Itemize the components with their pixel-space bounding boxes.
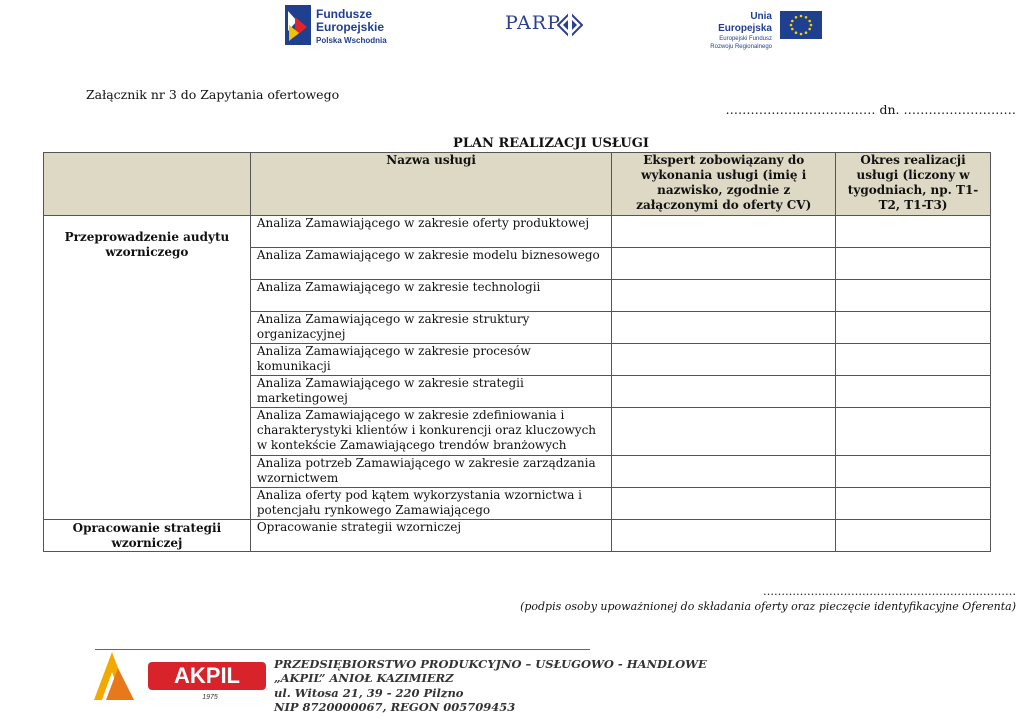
- parp-logo-icon: [557, 12, 583, 38]
- service-plan-table: [43, 152, 991, 552]
- expert-cell[interactable]: [612, 456, 836, 488]
- expert-cell[interactable]: [612, 520, 836, 552]
- parp-logo-text: PARP: [505, 12, 561, 34]
- akpil-logo-text: AKPIL: [174, 663, 240, 688]
- expert-cell[interactable]: [612, 408, 836, 456]
- period-cell[interactable]: [836, 216, 991, 248]
- service-name-cell: Analiza Zamawiającego w zakresie struktury organizacyjnej: [250, 312, 612, 344]
- period-cell[interactable]: [836, 520, 991, 552]
- signature-caption: (podpis osoby upoważnionej do składania oferty oraz pieczęcie identyfikacyjne Oferenta): [520, 600, 1016, 613]
- expert-cell[interactable]: [612, 312, 836, 344]
- table-row: [44, 216, 991, 248]
- fundusze-europejskie-logo-text: Fundusze Europejskie Polska Wschodnia: [316, 7, 387, 45]
- company-line-1: PRZEDSIĘBIORSTWO PRODUKCYJNO – USŁUGOWO - HANDLOWE: [274, 657, 707, 671]
- akpil-logo-year: 1975: [202, 694, 218, 701]
- expert-cell[interactable]: [612, 280, 836, 312]
- company-line-2: „AKPIL” ANIOŁ KAZIMIERZ: [274, 671, 454, 686]
- period-cell[interactable]: [836, 280, 991, 312]
- table-row: [44, 520, 991, 552]
- expert-cell[interactable]: [612, 216, 836, 248]
- service-name-cell: Analiza potrzeb Zamawiającego w zakresie zarządzania wzornictwem: [250, 456, 612, 488]
- expert-cell[interactable]: [612, 248, 836, 280]
- eu-logo-text: Unia Europejska Europejski Fundusz Rozwoju Regionalnego: [710, 11, 772, 50]
- header-empty: [44, 153, 251, 216]
- service-name-cell: Analiza Zamawiającego w zakresie zdefiniowania i charakterystyki klientów i konkurencji oraz kluczowych w kontekście Zamawiającego trendów branżowych: [250, 408, 612, 456]
- period-cell[interactable]: [836, 376, 991, 408]
- group-audit-label: Przeprowadzenie audytu wzorniczego: [44, 216, 251, 520]
- expert-cell[interactable]: [612, 488, 836, 520]
- signature-line: ……………………………………………………………: [763, 585, 1016, 598]
- period-cell[interactable]: [836, 312, 991, 344]
- header-service-name: Nazwa usługi: [250, 153, 612, 216]
- company-line-3: ul. Witosa 21, 39 - 220 Pilzno: [274, 685, 464, 700]
- service-name-cell: Analiza Zamawiającego w zakresie modelu biznesowego: [250, 248, 612, 280]
- table-header-row: [44, 153, 991, 216]
- expert-cell[interactable]: [612, 344, 836, 376]
- service-name-cell: Analiza Zamawiającego w zakresie technologii: [250, 280, 612, 312]
- group-strategy-label: Opracowanie strategii wzorniczej: [44, 520, 251, 552]
- akpil-logo: [88, 650, 268, 708]
- service-name-cell: Analiza Zamawiającego w zakresie strategii marketingowej: [250, 376, 612, 408]
- eu-flag-icon: [780, 11, 822, 39]
- header-period: Okres realizacji usługi (liczony w tygodniach, np. T1-T2, T1-T3): [836, 153, 991, 216]
- company-address-block: [274, 657, 707, 714]
- expert-cell[interactable]: [612, 376, 836, 408]
- service-name-cell: Opracowanie strategii wzorniczej: [250, 520, 612, 552]
- fundusze-europejskie-logo-mark: [285, 5, 311, 45]
- date-line: ……………………………… dn. ………………………: [725, 102, 1016, 117]
- period-cell[interactable]: [836, 248, 991, 280]
- akpil-logo-graphic: [88, 650, 268, 708]
- service-name-cell: Analiza Zamawiającego w zakresie procesów komunikacji: [250, 344, 612, 376]
- service-name-cell: Analiza oferty pod kątem wykorzystania wzornictwa i potencjału rynkowego Zamawiającego: [250, 488, 612, 520]
- period-cell[interactable]: [836, 408, 991, 456]
- company-line-4: NIP 8720000067, REGON 005709453: [274, 699, 516, 714]
- attachment-label: Załącznik nr 3 do Zapytania ofertowego: [86, 87, 340, 102]
- period-cell[interactable]: [836, 488, 991, 520]
- table-title: PLAN REALIZACJI USŁUGI: [453, 136, 649, 151]
- service-name-cell: Analiza Zamawiającego w zakresie oferty produktowej: [250, 216, 612, 248]
- period-cell[interactable]: [836, 344, 991, 376]
- header-expert: Ekspert zobowiązany do wykonania usługi (imię i nazwisko, zgodnie z załączonymi do oferty CV): [612, 153, 836, 216]
- period-cell[interactable]: [836, 456, 991, 488]
